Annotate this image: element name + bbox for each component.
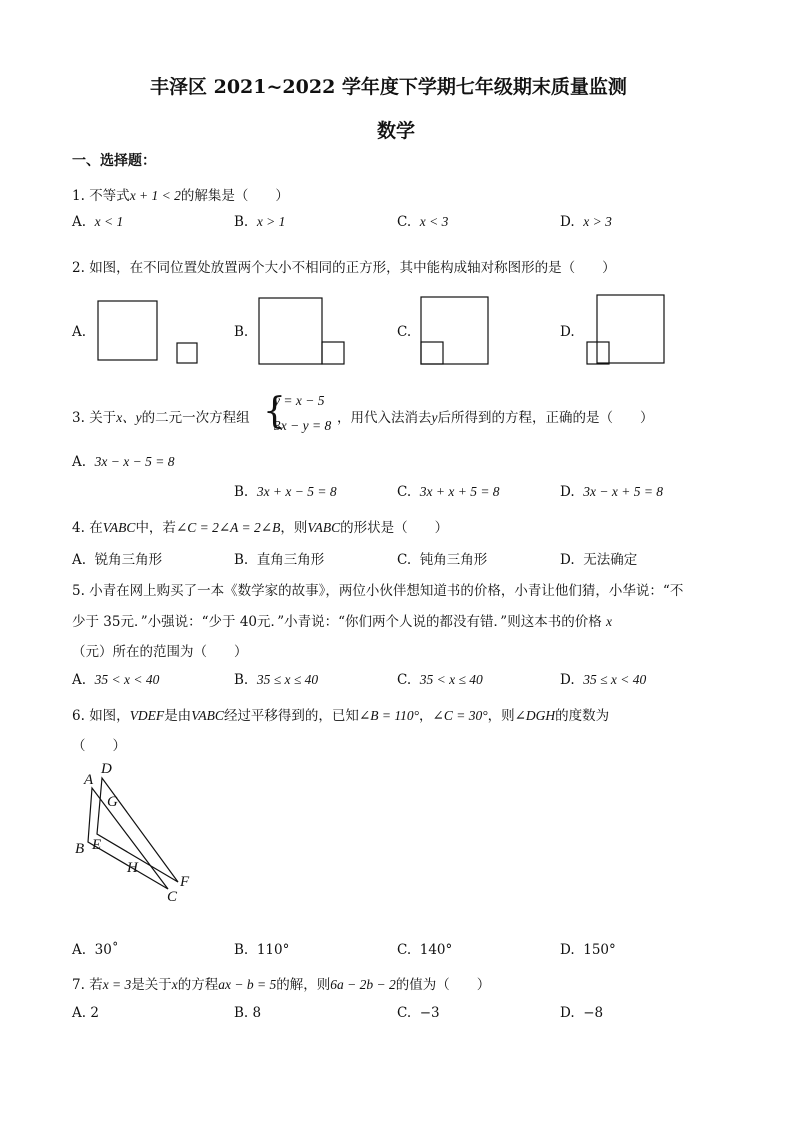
option-label: C.: [397, 484, 412, 500]
option-label: C.: [397, 214, 412, 230]
option-label: A.: [72, 1005, 87, 1021]
option-label: B.: [234, 552, 249, 568]
equation-system-brace: {: [263, 391, 286, 432]
subject-title: 数学: [377, 120, 416, 142]
question-6-line-2: （ ）: [72, 738, 126, 754]
math-expression: VDEF: [129, 708, 165, 723]
question-5-line-3: （元）所在的范围为（ ）: [72, 644, 248, 660]
question-number: 5.: [72, 583, 85, 599]
label-b: B: [75, 841, 85, 857]
question-number: 6.: [72, 708, 85, 724]
question-text: 的度数为: [555, 708, 610, 724]
math-expression: ∠DGH: [514, 708, 556, 723]
option-b: [234, 1005, 261, 1021]
option-text: 140°: [419, 942, 453, 958]
label-a: A: [84, 772, 94, 788]
question-text: 不等式: [89, 188, 130, 204]
question-text: 中，若: [135, 520, 176, 536]
option-text: 35 < x < 40: [94, 672, 160, 687]
option-text: 3x − x + 5 = 8: [583, 484, 664, 499]
option-c: [397, 942, 452, 958]
question-text: ，用代入法消去: [337, 410, 432, 426]
math-expression: ∠C = 2∠A = 2∠B: [175, 520, 281, 535]
label-h: H: [127, 860, 138, 876]
label-g: G: [107, 794, 118, 810]
option-label: C.: [397, 942, 412, 958]
question-text: 若: [89, 977, 103, 993]
option-label: B.: [234, 324, 249, 340]
question-text: 的形状是（ ）: [340, 520, 449, 536]
question-text: 如图，: [89, 708, 130, 724]
math-expression: VABC: [102, 520, 136, 535]
label-c: C: [167, 889, 178, 905]
math-expression: ∠B = 110°: [358, 708, 420, 723]
math-expression: ax − b = 5: [218, 977, 277, 992]
option-text: 35 ≤ x ≤ 40: [256, 672, 319, 687]
question-text: 的二元一次方程组: [141, 410, 250, 426]
math-expression: ∠C = 30°: [432, 708, 488, 723]
question-number: 4.: [72, 520, 85, 536]
math-expression: VABC: [191, 708, 224, 723]
equation-2: 3x − y = 8: [274, 418, 332, 433]
option-label: D.: [560, 672, 575, 688]
option-label: D.: [560, 324, 575, 340]
math-expression: x = 3: [102, 977, 132, 992]
option-text: x < 1: [94, 214, 124, 229]
option-text: 35 ≤ x < 40: [583, 672, 647, 687]
option-c: [397, 1005, 440, 1021]
question-text: 是关于: [131, 977, 172, 993]
option-text: −8: [583, 1005, 604, 1021]
option-text: 3x + x + 5 = 8: [419, 484, 500, 499]
question-text: 少于 35元．”小强说：“少于 40元．”小青说：“你们两个人说的都没有错．”则这本书的价格: [72, 614, 602, 630]
question-text: 是由: [164, 708, 192, 724]
option-label: A.: [72, 552, 87, 568]
option-text: 3x − x − 5 = 8: [94, 454, 175, 469]
label-e: E: [92, 837, 102, 853]
option-text: 锐角三角形: [94, 552, 163, 568]
option-d: [560, 1005, 603, 1021]
question-text: ，: [419, 708, 433, 724]
option-b: [234, 942, 289, 958]
option-label: B.: [234, 484, 249, 500]
label-f: F: [180, 874, 190, 890]
option-label: A.: [72, 214, 87, 230]
option-a: [72, 1005, 99, 1021]
option-text: 2: [90, 1005, 99, 1021]
option-text: x > 3: [583, 214, 612, 229]
option-text: 钝角三角形: [419, 552, 488, 568]
question-text: 的解，则: [276, 977, 331, 993]
math-var: y: [431, 410, 438, 425]
math-var: x: [171, 977, 178, 992]
question-number: 3.: [72, 410, 85, 426]
question-text: 如图，在不同位置处放置两个大小不相同的正方形，其中能构成轴对称图形的是（ ）: [89, 260, 616, 276]
option-label: B.: [234, 942, 249, 958]
question-text: 的解集是（ ）: [180, 188, 289, 204]
question-text: 后所得到的方程，正确的是（ ）: [437, 410, 654, 426]
option-label: A.: [72, 454, 87, 470]
question-text: ，则: [487, 708, 515, 724]
option-text: 直角三角形: [256, 552, 325, 568]
math-vars: x、y: [116, 410, 142, 425]
option-text: 150°: [583, 942, 616, 958]
option-label: D.: [560, 552, 575, 568]
option-text: 30˚: [94, 942, 119, 958]
option-text: 3x + x − 5 = 8: [256, 484, 337, 499]
option-text: 8: [252, 1005, 262, 1021]
option-label: D.: [560, 484, 575, 500]
math-var: x: [606, 614, 612, 629]
option-a: [72, 942, 119, 958]
option-label: A.: [72, 324, 87, 340]
math-expression: x + 1 < 2: [129, 188, 181, 203]
math-expression: 6a − 2b − 2: [330, 977, 396, 992]
label-d: D: [101, 761, 112, 777]
option-d: [560, 942, 616, 958]
option-label: D.: [560, 1005, 575, 1021]
question-text: 的方程: [177, 977, 219, 993]
option-label: B.: [234, 214, 249, 230]
option-label: B.: [234, 672, 249, 688]
question-text: 关于: [89, 410, 117, 426]
equation-1: y = x − 5: [274, 393, 325, 408]
option-label: C.: [397, 672, 412, 688]
option-text: 110°: [256, 942, 290, 958]
question-text: ，则: [280, 520, 308, 536]
option-label: A.: [72, 942, 87, 958]
option-label: A.: [72, 672, 87, 688]
math-expression: VABC: [307, 520, 341, 535]
exam-title: 丰泽区 2021~2022 学年度下学期七年级期末质量监测: [150, 76, 627, 98]
question-number: 7.: [72, 977, 85, 993]
option-text: x > 1: [256, 214, 286, 229]
question-number: 1.: [72, 188, 85, 204]
option-label: C.: [397, 324, 412, 340]
option-label: D.: [560, 214, 575, 230]
section-heading: 一、选择题：: [72, 153, 156, 169]
option-label: D.: [560, 942, 575, 958]
option-label: C.: [397, 552, 412, 568]
option-text: 35 < x ≤ 40: [419, 672, 483, 687]
question-number: 2.: [72, 260, 85, 276]
option-text: 无法确定: [583, 552, 638, 568]
option-text: x < 3: [419, 214, 449, 229]
question-text: 经过平移得到的，已知: [223, 708, 359, 724]
question-text: 的值为（ ）: [395, 977, 491, 993]
option-text: −3: [419, 1005, 440, 1021]
question-text: 小青在网上购买了一本《数学家的故事》，两位小伙伴想知道书的价格，小青让他们猜，小华说：“不: [89, 583, 684, 599]
question-text: 在: [89, 520, 103, 536]
option-label: B.: [234, 1005, 249, 1021]
question-7: [72, 973, 490, 993]
option-label: C.: [397, 1005, 412, 1021]
